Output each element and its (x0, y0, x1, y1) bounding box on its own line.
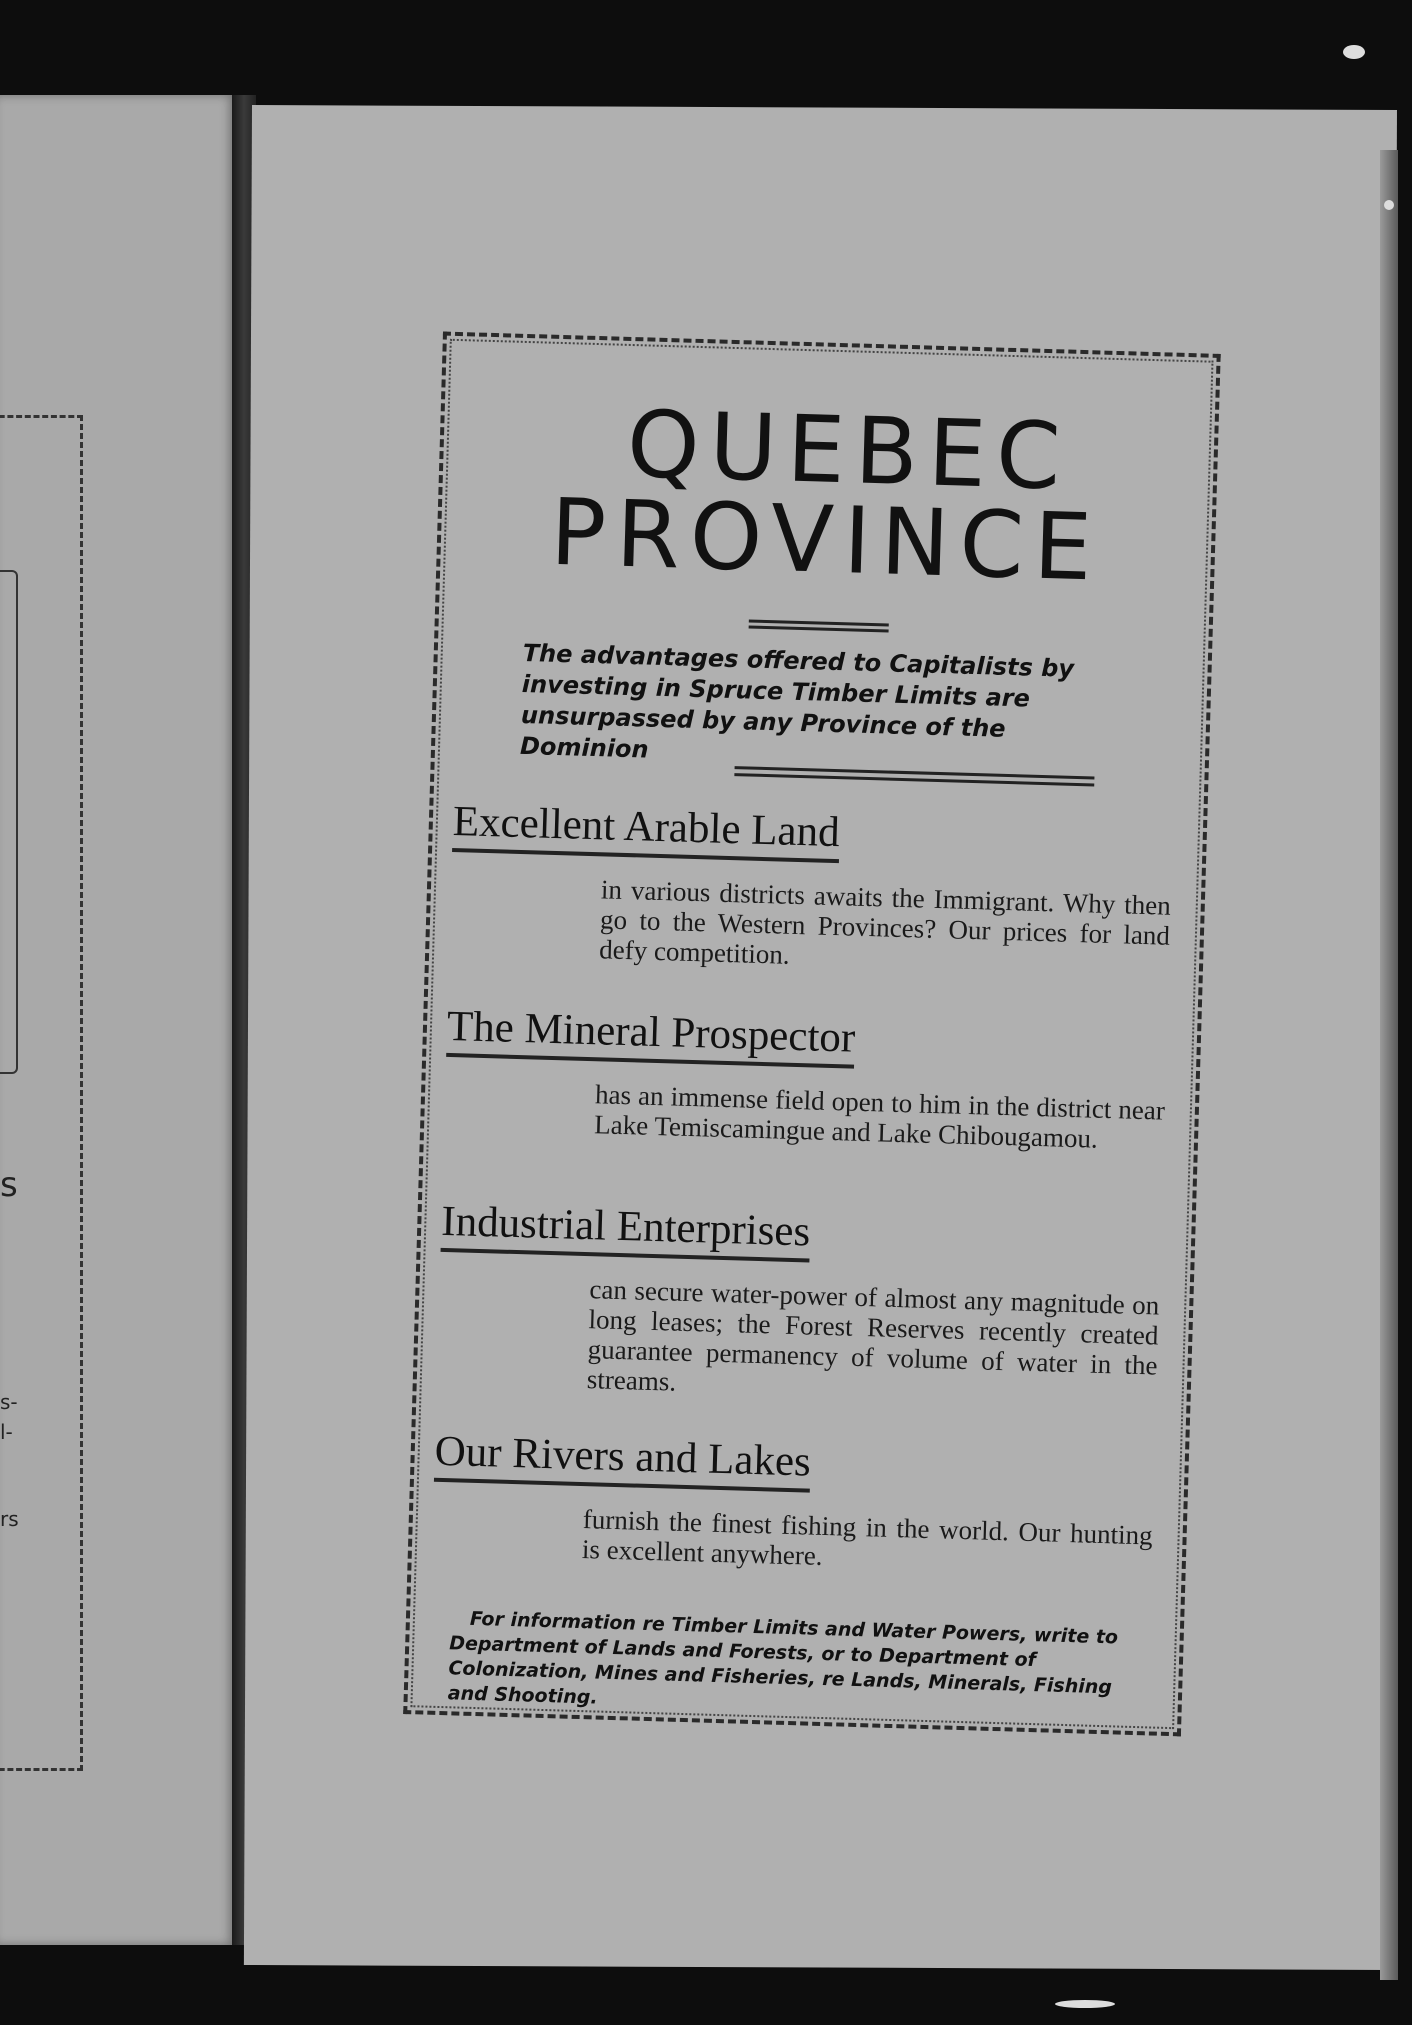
left-page (0, 95, 236, 1945)
right-page (244, 105, 1397, 1970)
ad-title-line-1: QUEBEC (625, 390, 1072, 511)
section-body: has an immense field open to him in the district near Lake Temiscamingue and Lake Chibougamou. (593, 1079, 1166, 1154)
scan-speck (1384, 200, 1394, 210)
left-page-fragment: l- (0, 1420, 13, 1444)
left-page-fragment: s- (0, 1390, 18, 1414)
scan-speck (1055, 2000, 1115, 2008)
page-edge (1380, 150, 1398, 1980)
scan-speck (1343, 45, 1365, 59)
left-page-fragment: rs (0, 1507, 19, 1531)
section-rivers-lakes (432, 1426, 1156, 1581)
section-body: furnish the finest fishing in the world. Our hunting is excellent anywhere. (581, 1504, 1154, 1571)
section-heading: The Mineral Prospector (446, 1001, 856, 1069)
ad-footer: For information re Timber Limits and Water Powers, write to Department of Lands and Forests, or to Department of Colonization, Mines and Fisheries, re Lands, Minerals, Fishing and Shooting. (447, 1607, 1119, 1709)
title-divider (749, 619, 889, 632)
left-page-fragment: s (0, 1165, 18, 1205)
section-industrial-enterprises (437, 1196, 1162, 1411)
ad-title-line-2: PROVINCE (549, 478, 1104, 602)
ad-intro: The advantages offered to Capitalists by investing in Spruce Timber Limits are unsurpassed by any Province of the Dominion (519, 638, 1075, 764)
section-body: can secure water-power of almost any magnitude on long leases; the Forest Reserves recently created guarantee permanency of volume of water in the streams. (586, 1274, 1160, 1397)
left-page-inner-frame (0, 570, 18, 1074)
section-heading: Industrial Enterprises (441, 1196, 811, 1263)
section-body: in various districts awaits the Immigrant. Why then go to the Western Provinces? Our prices for land defy competition. (598, 874, 1172, 970)
advertisement-frame (403, 332, 1220, 1737)
section-arable-land (449, 796, 1173, 981)
section-heading: Excellent Arable Land (452, 796, 840, 863)
section-heading: Our Rivers and Lakes (434, 1426, 812, 1493)
section-mineral-prospector (444, 1001, 1168, 1156)
